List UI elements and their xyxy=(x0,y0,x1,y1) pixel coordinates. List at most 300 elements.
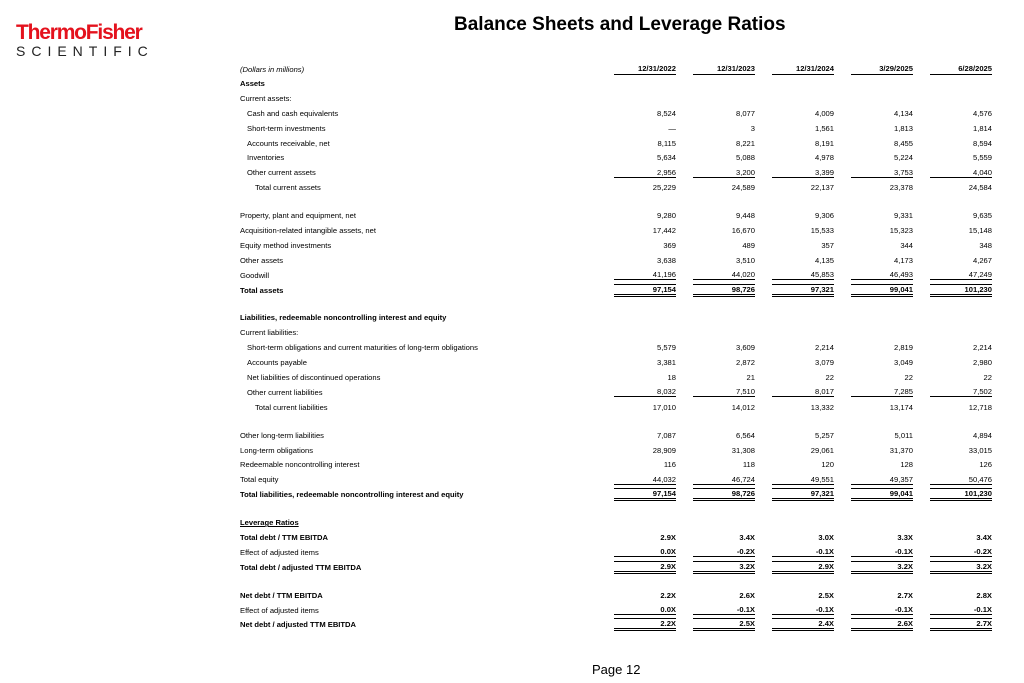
value-cell xyxy=(679,355,758,370)
value-text: 17,442 xyxy=(652,225,676,235)
value-cell xyxy=(758,76,837,91)
value-text: 9,280 xyxy=(656,211,676,221)
value-cell xyxy=(600,253,679,268)
value-text: 13,174 xyxy=(889,402,913,412)
value-text: 3,753 xyxy=(851,168,913,178)
value-text: 2.7X xyxy=(930,618,992,631)
value-text: 3,510 xyxy=(735,255,755,265)
value-cell xyxy=(916,370,995,385)
value-text: 9,331 xyxy=(893,211,913,221)
table-row xyxy=(237,283,995,298)
value-text: 3.4X xyxy=(739,532,755,542)
value-text: 44,032 xyxy=(614,475,676,485)
table-row xyxy=(237,325,995,340)
value-cell xyxy=(600,150,679,165)
table-row xyxy=(237,208,995,223)
value-text: 3 xyxy=(750,123,755,133)
value-cell xyxy=(679,340,758,355)
row-label xyxy=(237,76,600,91)
table-row xyxy=(237,136,995,151)
value-cell xyxy=(837,268,916,283)
value-cell xyxy=(679,618,758,633)
row-label xyxy=(237,472,600,487)
value-cell xyxy=(679,165,758,180)
value-cell xyxy=(916,530,995,545)
value-cell xyxy=(837,283,916,298)
value-text: 50,476 xyxy=(930,475,992,485)
row-label-text: Leverage Ratios xyxy=(240,518,299,528)
value-text: 8,017 xyxy=(772,387,834,397)
value-text: 2.9X xyxy=(660,532,676,542)
value-cell xyxy=(679,545,758,560)
spacer-row xyxy=(237,297,995,310)
value-cell xyxy=(916,180,995,195)
table-row xyxy=(237,253,995,268)
value-text: 120 xyxy=(821,460,834,470)
value-cell xyxy=(600,603,679,618)
value-cell xyxy=(679,310,758,325)
row-label-text: Acquisition-related intangible assets, net xyxy=(240,225,376,235)
value-text: 8,455 xyxy=(893,138,913,148)
row-label-text: Effect of adjusted items xyxy=(240,547,319,557)
table-row xyxy=(237,545,995,560)
value-text: 2,980 xyxy=(972,358,992,368)
value-text: 4,978 xyxy=(814,153,834,163)
row-label xyxy=(237,400,600,415)
row-label-text: Long-term obligations xyxy=(240,445,314,455)
value-cell xyxy=(600,588,679,603)
value-cell xyxy=(916,165,995,180)
value-text: 17,010 xyxy=(652,402,676,412)
value-text: 5,257 xyxy=(814,430,834,440)
value-text: 5,224 xyxy=(893,153,913,163)
row-label xyxy=(237,603,600,618)
logo-subtitle: SCIENTIFIC xyxy=(16,43,154,59)
value-cell xyxy=(600,400,679,415)
value-cell xyxy=(679,91,758,106)
value-text: 3,399 xyxy=(772,168,834,178)
row-label-text: Current liabilities: xyxy=(240,328,299,338)
row-label-text: Current assets: xyxy=(240,93,292,103)
value-text: -0.1X xyxy=(693,605,755,615)
value-text: 22,137 xyxy=(810,183,834,193)
row-label xyxy=(237,121,600,136)
value-cell xyxy=(837,370,916,385)
value-text: -0.1X xyxy=(930,605,992,615)
value-cell xyxy=(837,515,916,530)
value-text: 2.9X xyxy=(772,561,834,574)
value-text: 126 xyxy=(979,460,992,470)
row-label xyxy=(237,165,600,180)
value-text: 12,718 xyxy=(968,402,992,412)
value-cell xyxy=(758,325,837,340)
value-text: 9,635 xyxy=(972,211,992,221)
value-cell xyxy=(679,560,758,575)
value-cell xyxy=(916,310,995,325)
table-header-row xyxy=(237,62,995,76)
value-text: 28,909 xyxy=(652,445,676,455)
balance-sheet-table-container xyxy=(237,62,995,632)
value-text: 3.4X xyxy=(976,532,992,542)
value-cell xyxy=(916,253,995,268)
column-header xyxy=(916,62,995,76)
value-cell xyxy=(679,283,758,298)
value-cell xyxy=(758,268,837,283)
row-label xyxy=(237,618,600,633)
value-text: 31,308 xyxy=(731,445,755,455)
value-text: 8,032 xyxy=(614,387,676,397)
value-text: 2.9X xyxy=(614,561,676,574)
value-text: 4,134 xyxy=(893,108,913,118)
value-cell xyxy=(600,530,679,545)
value-cell xyxy=(600,136,679,151)
value-text: 3,609 xyxy=(735,343,755,353)
value-cell xyxy=(758,310,837,325)
value-cell xyxy=(758,443,837,458)
value-text: 23,378 xyxy=(889,183,913,193)
page-number: Page 12 xyxy=(592,662,641,677)
value-text: 97,154 xyxy=(614,488,676,501)
value-text: 8,191 xyxy=(814,138,834,148)
section-header-row xyxy=(237,76,995,91)
row-label xyxy=(237,91,600,106)
row-label-text: Assets xyxy=(240,78,265,88)
row-label-text: Cash and cash equivalents xyxy=(247,108,339,118)
value-text: 2,214 xyxy=(972,343,992,353)
value-cell xyxy=(916,325,995,340)
column-header-text: 12/31/2023 xyxy=(693,64,755,75)
value-text: 15,323 xyxy=(889,225,913,235)
value-text: 7,510 xyxy=(693,387,755,397)
value-cell xyxy=(837,91,916,106)
value-text: 4,040 xyxy=(930,168,992,178)
value-text: 99,041 xyxy=(851,284,913,297)
value-text: 7,285 xyxy=(851,387,913,397)
value-cell xyxy=(679,588,758,603)
row-label xyxy=(237,310,600,325)
value-cell xyxy=(679,223,758,238)
row-label xyxy=(237,515,600,530)
value-cell xyxy=(758,180,837,195)
value-cell xyxy=(916,91,995,106)
value-cell xyxy=(916,121,995,136)
value-cell xyxy=(837,530,916,545)
value-cell xyxy=(758,340,837,355)
row-label-text: Net debt / adjusted TTM EBITDA xyxy=(240,620,357,630)
value-text: 98,726 xyxy=(693,284,755,297)
value-cell xyxy=(600,268,679,283)
value-cell xyxy=(916,238,995,253)
value-cell xyxy=(679,180,758,195)
row-label-text: Short-term investments xyxy=(247,123,326,133)
value-text: 5,579 xyxy=(656,343,676,353)
value-cell xyxy=(837,106,916,121)
row-label-text: Equity method investments xyxy=(240,240,332,250)
row-label xyxy=(237,560,600,575)
value-text: 8,077 xyxy=(735,108,755,118)
row-label-text: Total liabilities, redeemable noncontrolling interest and equity xyxy=(240,490,464,500)
value-cell xyxy=(837,340,916,355)
value-cell xyxy=(916,472,995,487)
value-cell xyxy=(600,618,679,633)
table-row xyxy=(237,487,995,502)
row-label xyxy=(237,428,600,443)
value-text: 2.6X xyxy=(851,618,913,631)
value-cell xyxy=(916,588,995,603)
value-text: 24,584 xyxy=(968,183,992,193)
value-cell xyxy=(600,325,679,340)
row-label-text: Total debt / adjusted TTM EBITDA xyxy=(240,562,362,572)
value-text: 101,230 xyxy=(930,284,992,297)
value-cell xyxy=(837,136,916,151)
value-cell xyxy=(758,560,837,575)
value-text: 2,214 xyxy=(814,343,834,353)
value-cell xyxy=(679,76,758,91)
value-text: -0.1X xyxy=(851,547,913,557)
value-cell xyxy=(679,487,758,502)
value-cell xyxy=(837,150,916,165)
value-cell xyxy=(758,121,837,136)
value-cell xyxy=(758,487,837,502)
value-text: 7,087 xyxy=(656,430,676,440)
value-text: 41,196 xyxy=(614,270,676,280)
value-cell xyxy=(837,588,916,603)
value-text: 7,502 xyxy=(930,387,992,397)
value-cell xyxy=(600,385,679,400)
row-label xyxy=(237,253,600,268)
table-row xyxy=(237,106,995,121)
row-label-text: Total current assets xyxy=(255,183,321,193)
table-row xyxy=(237,355,995,370)
value-text: 4,173 xyxy=(893,255,913,265)
table-row xyxy=(237,385,995,400)
row-label xyxy=(237,325,600,340)
value-cell xyxy=(758,238,837,253)
value-text: 128 xyxy=(900,460,913,470)
table-row xyxy=(237,150,995,165)
balance-sheet-table xyxy=(237,62,995,632)
value-text: 9,448 xyxy=(735,211,755,221)
value-cell xyxy=(679,400,758,415)
row-label-text: Short-term obligations and current maturities of long-term obligations xyxy=(247,343,478,353)
value-text: 97,154 xyxy=(614,284,676,297)
value-cell xyxy=(600,428,679,443)
row-label-text: Inventories xyxy=(247,153,285,163)
value-text: 5,559 xyxy=(972,153,992,163)
value-cell xyxy=(916,76,995,91)
page-title: Balance Sheets and Leverage Ratios xyxy=(454,14,786,35)
value-cell xyxy=(916,223,995,238)
value-cell xyxy=(758,106,837,121)
row-label xyxy=(237,150,600,165)
row-label xyxy=(237,340,600,355)
value-cell xyxy=(679,150,758,165)
table-row xyxy=(237,180,995,195)
row-label xyxy=(237,487,600,502)
value-cell xyxy=(679,106,758,121)
table-row xyxy=(237,588,995,603)
row-label xyxy=(237,443,600,458)
row-label-text: Total equity xyxy=(240,475,279,485)
table-row xyxy=(237,560,995,575)
value-text: -0.1X xyxy=(851,605,913,615)
value-cell xyxy=(600,487,679,502)
value-cell xyxy=(758,165,837,180)
value-cell xyxy=(679,457,758,472)
value-cell xyxy=(600,180,679,195)
value-cell xyxy=(679,121,758,136)
value-text: 3,079 xyxy=(814,358,834,368)
value-cell xyxy=(837,560,916,575)
value-cell xyxy=(600,472,679,487)
value-cell xyxy=(837,208,916,223)
value-text: 8,524 xyxy=(656,108,676,118)
table-row xyxy=(237,400,995,415)
row-label-text: Net liabilities of discontinued operations xyxy=(247,372,381,382)
value-text: 3.2X xyxy=(930,561,992,574)
value-text: 5,011 xyxy=(894,430,913,440)
value-cell xyxy=(837,180,916,195)
value-text: -0.2X xyxy=(693,547,755,557)
column-header-text: 3/29/2025 xyxy=(851,64,913,75)
value-cell xyxy=(679,370,758,385)
value-text: 4,894 xyxy=(972,430,992,440)
value-cell xyxy=(837,457,916,472)
row-label xyxy=(237,180,600,195)
value-cell xyxy=(916,560,995,575)
value-text: 101,230 xyxy=(930,488,992,501)
value-cell xyxy=(916,283,995,298)
row-label xyxy=(237,530,600,545)
value-cell xyxy=(758,223,837,238)
value-text: 2.6X xyxy=(739,590,755,600)
value-text: 25,229 xyxy=(652,183,676,193)
value-cell xyxy=(679,385,758,400)
thermo-fisher-logo xyxy=(16,22,154,59)
column-header-text: 12/31/2024 xyxy=(772,64,834,75)
value-cell xyxy=(916,428,995,443)
value-text: 22 xyxy=(983,372,992,382)
value-cell xyxy=(679,472,758,487)
value-cell xyxy=(679,603,758,618)
table-row xyxy=(237,238,995,253)
value-cell xyxy=(600,106,679,121)
row-label xyxy=(237,370,600,385)
value-cell xyxy=(916,603,995,618)
value-text: 3,049 xyxy=(893,358,913,368)
value-text: 2.7X xyxy=(897,590,913,600)
value-text: 8,115 xyxy=(657,138,676,148)
value-cell xyxy=(600,310,679,325)
value-cell xyxy=(758,253,837,268)
row-label-text: Other long-term liabilities xyxy=(240,430,324,440)
value-text: 1,813 xyxy=(893,123,913,133)
value-text: 2.5X xyxy=(693,618,755,631)
value-cell xyxy=(837,618,916,633)
value-text: 5,634 xyxy=(656,153,676,163)
value-text: 8,221 xyxy=(735,138,755,148)
table-row xyxy=(237,428,995,443)
value-cell xyxy=(837,325,916,340)
value-cell xyxy=(600,545,679,560)
row-label-text: Other current assets xyxy=(247,168,316,178)
value-text: 18 xyxy=(667,372,676,382)
row-label xyxy=(237,208,600,223)
value-text: 3.2X xyxy=(693,561,755,574)
value-text: 49,357 xyxy=(851,475,913,485)
value-text: 3.2X xyxy=(851,561,913,574)
value-text: 6,564 xyxy=(735,430,755,440)
table-body xyxy=(237,76,995,632)
value-text: 5,088 xyxy=(735,153,755,163)
value-cell xyxy=(600,340,679,355)
value-text: 97,321 xyxy=(772,284,834,297)
value-cell xyxy=(758,530,837,545)
value-text: 8,594 xyxy=(972,138,992,148)
value-cell xyxy=(679,208,758,223)
value-text: 2.2X xyxy=(614,618,676,631)
value-text: -0.2X xyxy=(930,547,992,557)
value-cell xyxy=(758,91,837,106)
table-row xyxy=(237,472,995,487)
value-text: 16,670 xyxy=(731,225,755,235)
value-cell xyxy=(916,106,995,121)
value-text: 344 xyxy=(900,240,913,250)
row-label xyxy=(237,588,600,603)
value-cell xyxy=(600,457,679,472)
value-text: 3,381 xyxy=(656,358,676,368)
value-cell xyxy=(837,428,916,443)
value-cell xyxy=(679,428,758,443)
value-cell xyxy=(837,223,916,238)
value-cell xyxy=(758,370,837,385)
value-cell xyxy=(916,487,995,502)
column-header xyxy=(837,62,916,76)
value-text: -0.1X xyxy=(772,547,834,557)
value-text: 116 xyxy=(663,460,676,470)
value-text: 49,551 xyxy=(772,475,834,485)
value-cell xyxy=(758,355,837,370)
value-cell xyxy=(600,76,679,91)
value-text: 45,853 xyxy=(772,270,834,280)
value-cell xyxy=(600,443,679,458)
table-row xyxy=(237,121,995,136)
value-cell xyxy=(758,603,837,618)
value-cell xyxy=(600,370,679,385)
column-header xyxy=(600,62,679,76)
row-label-text: Liabilities, redeemable noncontrolling interest and equity xyxy=(240,313,447,323)
row-label xyxy=(237,136,600,151)
row-label-text: Other assets xyxy=(240,255,284,265)
value-cell xyxy=(916,208,995,223)
table-row xyxy=(237,530,995,545)
value-text: 4,009 xyxy=(814,108,834,118)
row-label-text: Accounts receivable, net xyxy=(247,138,330,148)
value-cell xyxy=(758,588,837,603)
value-text: 3.3X xyxy=(897,532,913,542)
spacer-row xyxy=(237,415,995,428)
value-cell xyxy=(916,515,995,530)
row-label-text: Total debt / TTM EBITDA xyxy=(240,532,329,542)
value-cell xyxy=(758,283,837,298)
value-text: -0.1X xyxy=(772,605,834,615)
value-text: 3,200 xyxy=(693,168,755,178)
row-label-text: Effect of adjusted items xyxy=(240,605,319,615)
table-row xyxy=(237,443,995,458)
units-label: (Dollars in millions) xyxy=(240,64,305,74)
value-cell xyxy=(758,150,837,165)
value-cell xyxy=(600,560,679,575)
